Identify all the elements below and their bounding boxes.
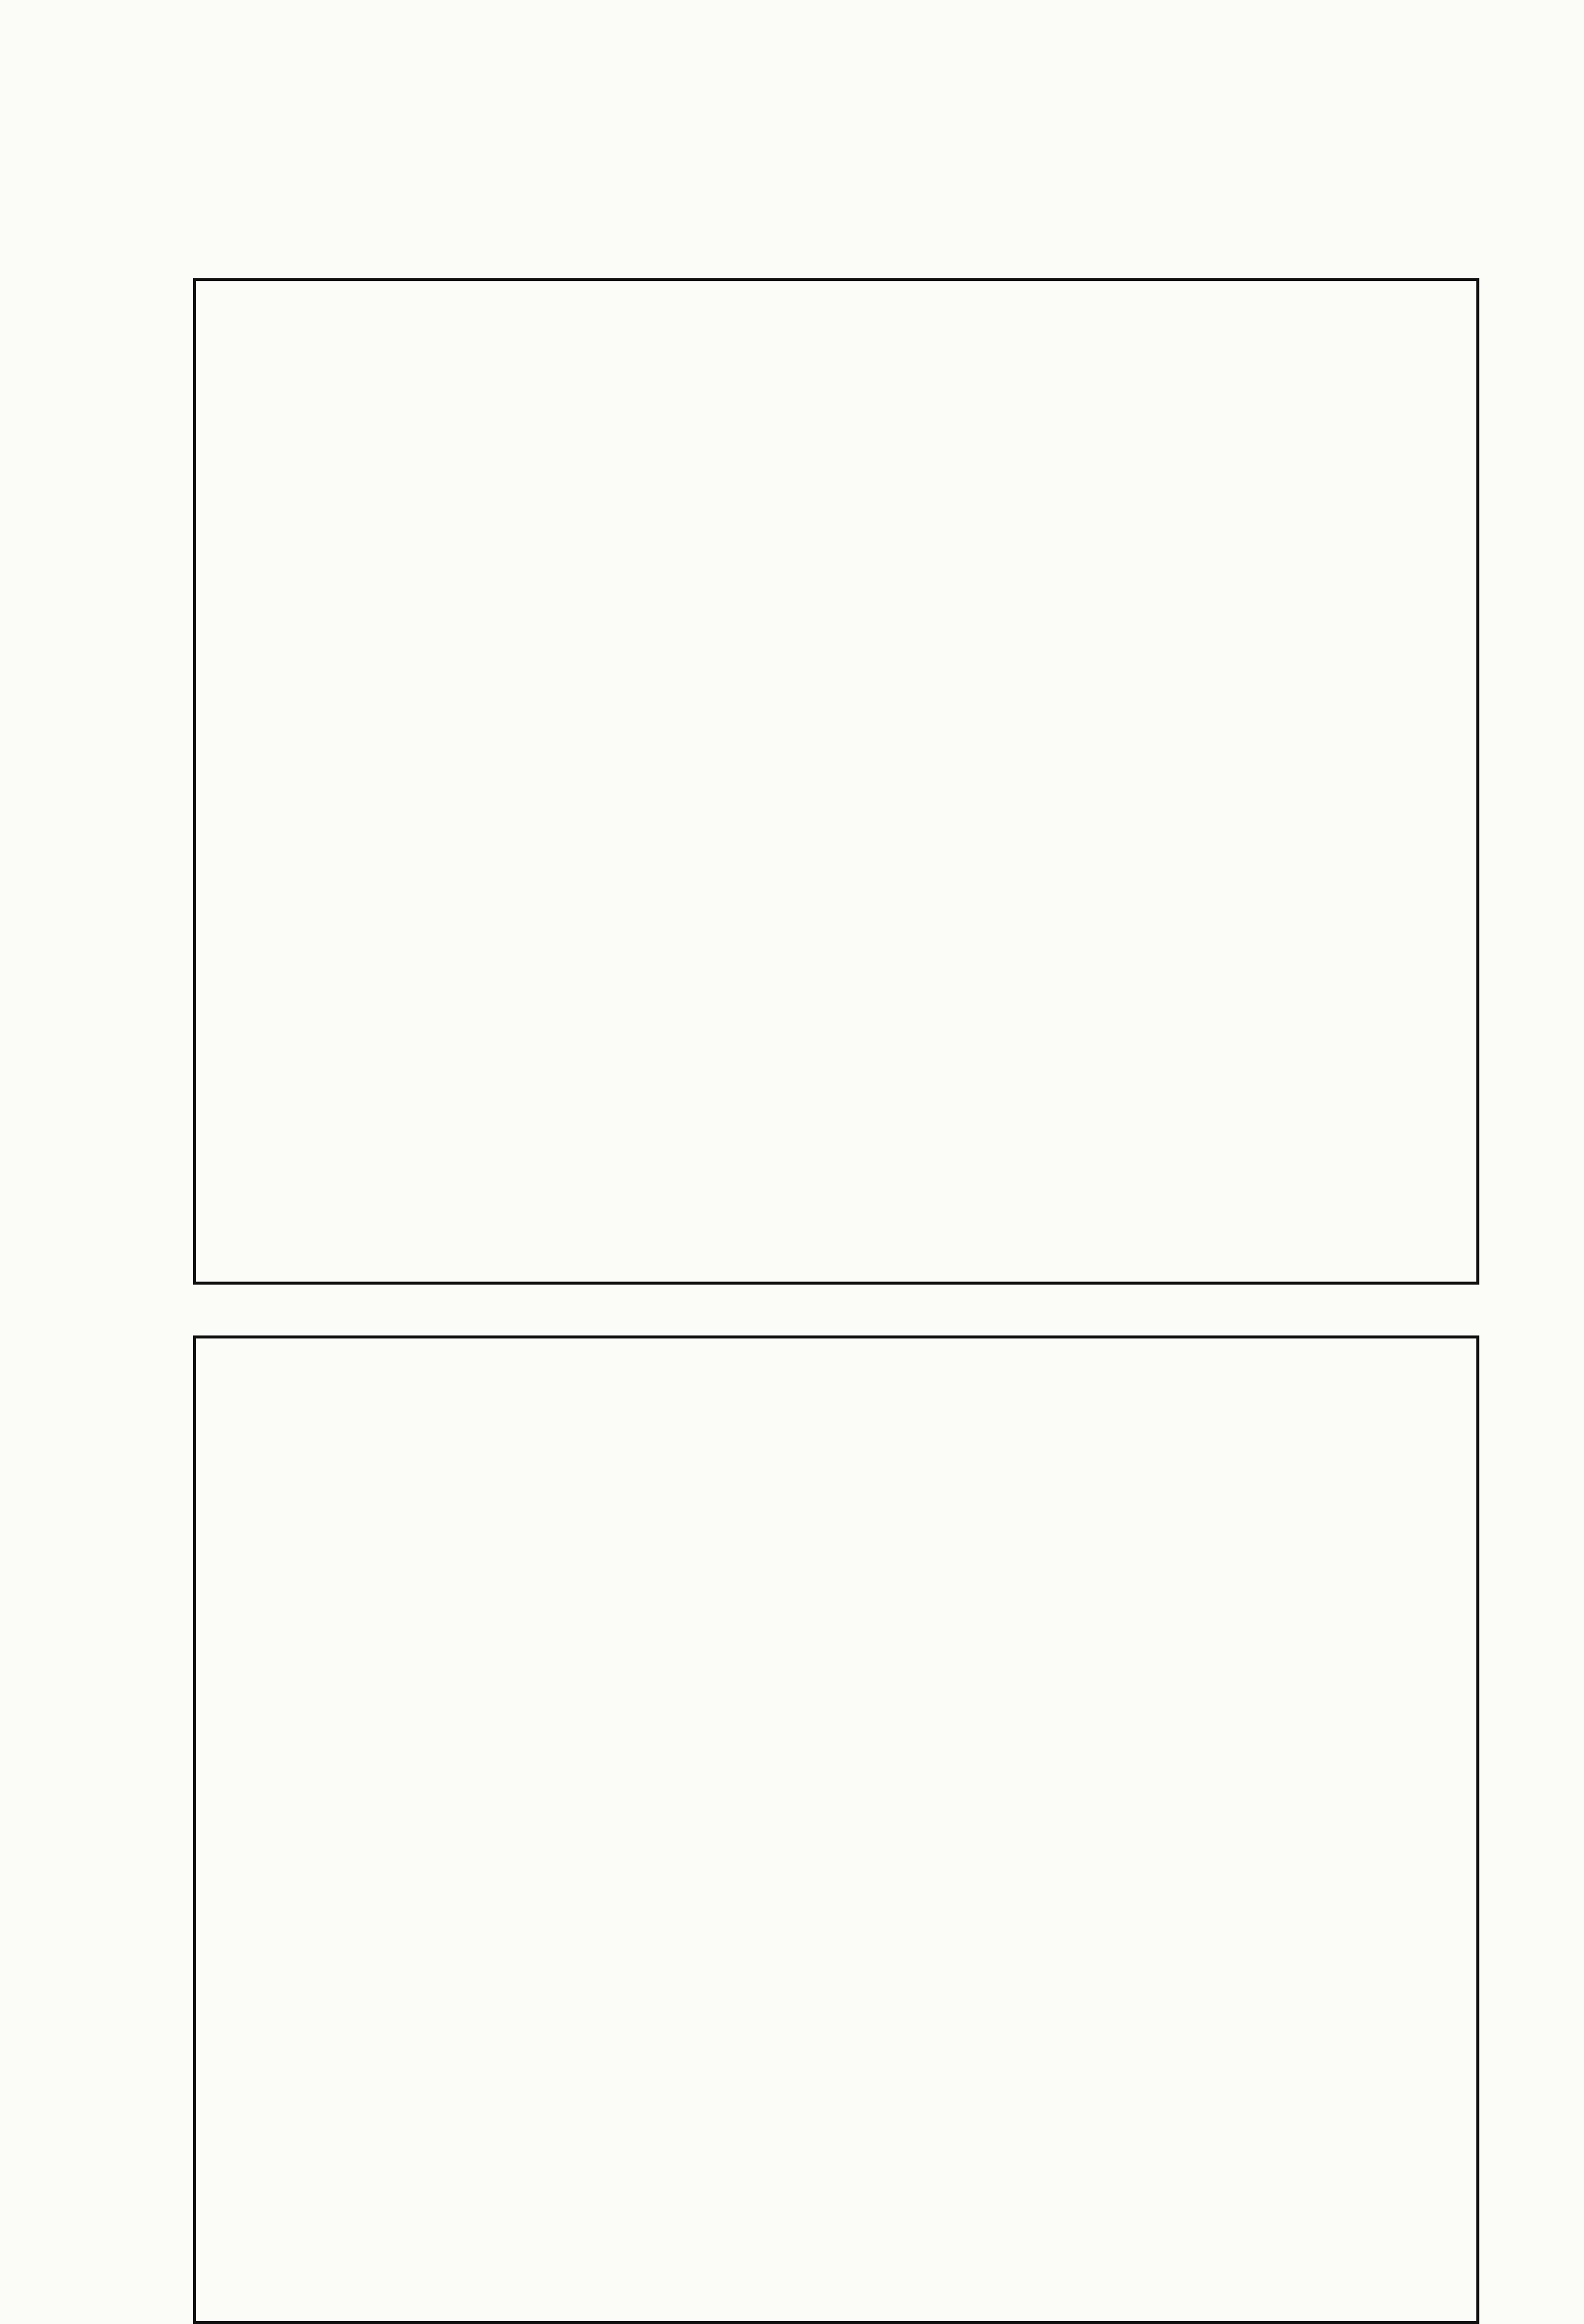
top-text-block <box>193 278 1479 1285</box>
bottom-columns <box>196 1338 1476 2321</box>
top-columns <box>196 281 1476 1282</box>
bottom-text-block <box>193 1335 1479 2324</box>
